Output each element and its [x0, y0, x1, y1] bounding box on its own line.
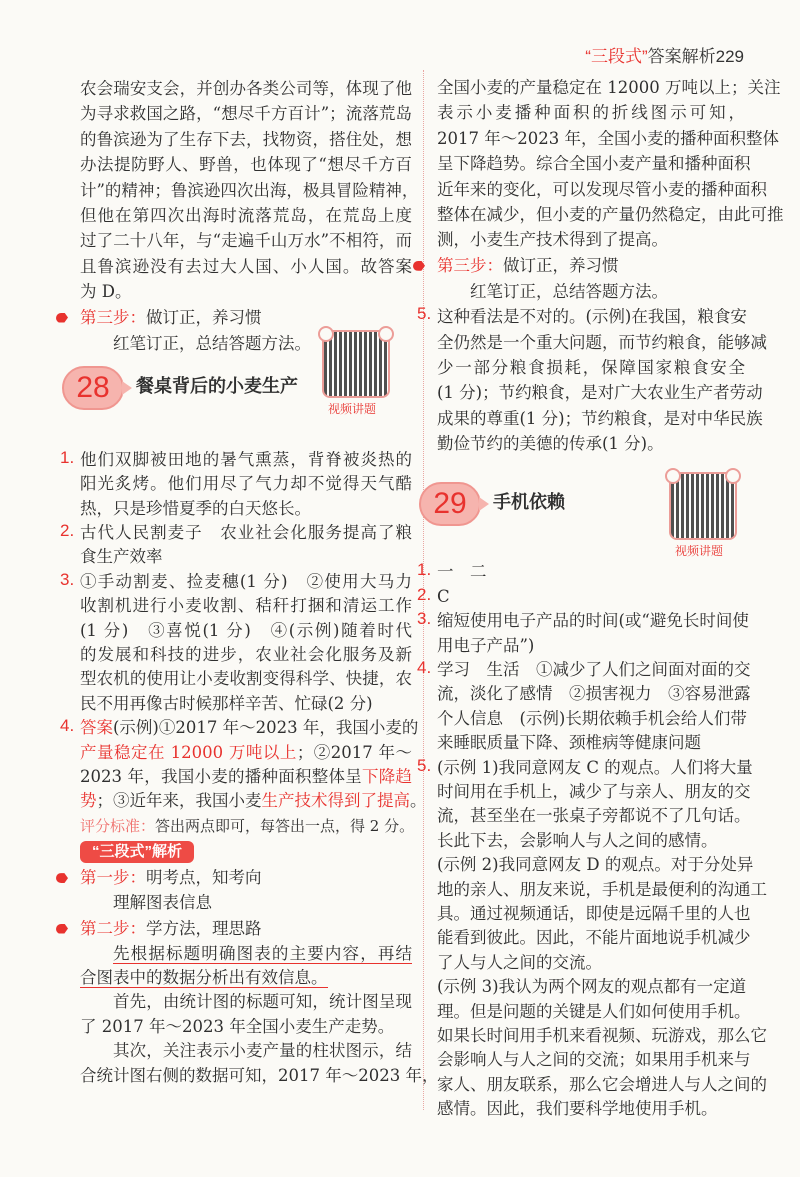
text-segment: 合图表中的数据分析出有效信息。	[80, 967, 328, 987]
text-segment: 2023 年，我国小麦的播种面积整体呈	[80, 766, 362, 786]
text-line: 地的亲人、朋友来说，手机是最便利的沟通工	[437, 879, 767, 899]
text-line: 缩短使用电子产品的时间(或“避免长时间使	[437, 611, 749, 631]
text-segment: 古代人民割麦子 农业社会化服务提高了粮	[80, 523, 412, 543]
text-line: 时间用在手机上，减少了与亲人、朋友的交	[437, 781, 751, 801]
text-line: 全仍然是一个重大问题，而节约粮食，能够减	[437, 332, 767, 352]
answer-item	[417, 560, 745, 584]
text-line: 过了二十八年，与“走遍千山万水”不相符，而	[80, 231, 412, 251]
text-line: 能看到彼此。因此，不能片面地说手机减少	[437, 928, 751, 948]
page-header	[585, 42, 744, 67]
text-line	[80, 545, 412, 569]
text-line	[80, 789, 427, 813]
step-label: 第二步：	[80, 919, 146, 938]
item-number: 1.	[417, 560, 432, 580]
item-number: 4.	[417, 658, 432, 678]
text-segment: (1 分) ③喜悦(1 分) ④(示例)随着时代	[80, 620, 412, 640]
text-line	[80, 667, 412, 691]
item-number: 4.	[60, 716, 75, 736]
answer-item	[60, 521, 412, 570]
text-line	[80, 765, 412, 789]
step-heading	[80, 865, 412, 891]
qr-label: 视频讲题	[328, 401, 377, 416]
text-segment: ①手动割麦、捡麦穗(1 分) ②使用大马力	[80, 571, 412, 591]
text-line: 理解图表信息	[113, 893, 212, 913]
text-line	[80, 521, 412, 545]
step-label: 第三步：	[437, 256, 503, 275]
text-line: 理。但是问题的关键是人们如何使用手机。	[437, 1001, 751, 1021]
step-label: 第三步：	[80, 308, 146, 327]
arrow-bullet-icon	[56, 873, 68, 883]
answer-item	[417, 304, 767, 456]
text-line: 长此下去，会影响人与人之间的感情。	[437, 830, 718, 850]
item-number: 3.	[417, 609, 432, 629]
step-title: 学方法，理思路	[146, 919, 262, 938]
item-number: 2.	[417, 584, 432, 604]
text-line: 成果的尊重(1 分)；节约粮食，是对中华民族	[437, 408, 763, 428]
section-title: 手机依赖	[493, 492, 565, 514]
analysis-pill: “三段式”解析	[80, 841, 194, 863]
text-segment: ；②2017 年～	[296, 742, 412, 762]
text-line	[80, 966, 412, 990]
item-number: 1.	[60, 447, 75, 467]
text-line: 一 二	[437, 562, 487, 582]
text-line: 为寻求救国之路，“想尽千方百计”；流落荒岛	[80, 104, 412, 124]
text-line: 感情。因此，我们要科学地使用手机。	[437, 1099, 718, 1119]
text-line: 个人信息 (示例)长期依赖手机会给人们带	[437, 708, 747, 728]
text-segment: 他们双脚被田地的暑气熏蒸，背脊被炎热的	[80, 449, 412, 469]
text-line: C	[437, 586, 450, 606]
text-line: 这种看法是不对的。(示例)在我国，粮食安	[437, 307, 747, 327]
text-line: 具。通过视频通话，即使是远隔千里的人也	[437, 903, 751, 923]
text-segment: 型农机的使用让小麦收割变得科学、快捷，农	[80, 669, 412, 689]
step-label: 第一步：	[80, 869, 146, 888]
item-number: 2.	[60, 521, 75, 541]
highlighted-answer: 产量稳定在 12000 万吨以上	[80, 742, 297, 762]
right-column	[417, 75, 784, 1121]
text-line	[80, 814, 415, 838]
section-number-badge	[419, 482, 481, 526]
arrow-bullet-icon	[56, 924, 68, 934]
section-header	[76, 356, 412, 448]
text-segment: 食生产效率	[80, 547, 163, 567]
text-line: 如果长时间用手机来看视频、玩游戏，那么它	[437, 1025, 767, 1045]
text-line	[80, 741, 412, 765]
text-line: 办法提防野人、野兽，也体现了“想尽千方百	[80, 155, 412, 175]
text-line: 计”的精神；鲁滨逊四次出海，极具冒险精神，	[80, 180, 419, 200]
text-line: (示例 1)我同意网友 C 的观点。人们将大量	[437, 757, 753, 777]
step-title: 做订正，养习惯	[503, 256, 619, 275]
text-line: 整体在减少，但小麦的产量仍然稳定，由此可推	[437, 204, 784, 224]
text-line: 2017 年～2023 年，全国小麦的播种面积整体	[437, 128, 779, 148]
section-number: 28	[76, 370, 110, 404]
text-line	[80, 448, 412, 472]
answer-item	[417, 609, 749, 658]
text-line: 全国小麦的产量稳定在 12000 万吨以上；关注	[437, 78, 781, 97]
qr-code-icon[interactable]	[669, 472, 737, 540]
text-line	[80, 692, 412, 716]
step-title: 明考点，知考向	[146, 869, 262, 888]
text-line: 表示小麦播种面积的折线图示可知，	[437, 103, 745, 123]
text-line: 但他在第四次出海时流落荒岛，在荒岛上度	[80, 205, 412, 225]
left-column	[60, 76, 439, 1088]
answer-list	[60, 447, 439, 1088]
text-line: 红笔订正，总结答题方法。	[470, 281, 668, 301]
text-line: (示例 3)我认为两个网友的观点都有一定道	[437, 977, 747, 997]
text-segment: 收割机进行小麦收割、秸秆打捆和清运工作	[80, 596, 412, 616]
text-segment: 的发展和科技的进步，农业社会化服务及新	[80, 645, 412, 665]
text-segment: 其次，关注表示小麦产量的柱状图示，结	[113, 1041, 412, 1061]
text-line: 家人、朋友联系，那么它会增进人与人之间的	[437, 1074, 767, 1094]
text-line	[80, 990, 412, 1014]
text-line: 红笔订正，总结答题方法。	[113, 333, 311, 353]
text-line: 呈下降趋势。综合全国小麦产量和播种面积	[437, 154, 751, 174]
text-segment: 先根据标题明确图表的主要内容，再结	[113, 943, 412, 963]
text-line: 流，淡化了感情 ②损害视力 ③容易泄露	[437, 684, 751, 704]
text-line: 少一部分粮食损耗，保障国家粮食安全	[437, 357, 745, 377]
highlighted-answer: 下降趋	[362, 766, 412, 786]
answer-item	[60, 447, 412, 521]
text-segment: 合统计图右侧的数据可知，2017 年～2023 年，	[80, 1065, 439, 1085]
answer-item	[417, 584, 745, 609]
section-number: 29	[433, 487, 467, 521]
arrow-bullet-icon	[56, 313, 68, 323]
text-segment: 。	[410, 791, 427, 811]
text-line: 会影响人与人之间的交流；如果用手机来与	[437, 1050, 751, 1070]
answer-item	[417, 755, 767, 1122]
text-line: 近年来的变化，可以发现尽管小麦的播种面积	[437, 179, 767, 199]
step-heading	[80, 305, 412, 331]
text-line: 流，甚至坐在一张桌子旁都说不了几句话。	[437, 806, 751, 826]
text-line: (示例 2)我同意网友 D 的观点。对于分处异	[437, 855, 754, 875]
page-number: 229	[715, 47, 744, 66]
step-heading	[80, 916, 412, 942]
item-number: 5.	[417, 304, 432, 324]
highlighted-answer: 答案	[80, 718, 113, 738]
header-title: 答案解析	[647, 47, 716, 66]
text-line: 且鲁滨逊没有去过大人国、小人国。故答案	[80, 256, 412, 276]
text-segment: ；③近年来，我国小麦	[96, 791, 262, 811]
text-segment: 民不用再像古时候那样辛苦、忙碌(2 分)	[80, 693, 373, 713]
item-number: 5.	[417, 755, 432, 775]
text-segment: 答出两点即可，每答出一点，得 2 分。	[155, 816, 415, 835]
text-line: 为 D。	[80, 282, 132, 302]
text-line: (1 分)；节约粮食，是对广大农业生产者劳动	[437, 383, 763, 403]
text-line	[80, 570, 412, 594]
text-line	[80, 716, 419, 740]
text-line	[80, 643, 412, 667]
text-line	[80, 594, 412, 618]
section-number-badge	[62, 366, 124, 410]
answer-item	[417, 658, 751, 756]
text-segment: 了 2017 年～2023 年全国小麦生产走势。	[80, 1016, 395, 1036]
text-line	[80, 619, 412, 643]
text-segment: 首先，由统计图的标题可知，统计图呈现	[113, 992, 412, 1012]
text-line	[80, 1064, 439, 1088]
text-line: 来睡眠质量下降、颈椎病等健康问题	[437, 733, 701, 753]
highlighted-answer: 生产技术得到了提高	[261, 791, 410, 811]
text-line	[80, 1039, 412, 1063]
header-title-red: “三段式”	[585, 47, 648, 66]
text-line: 学习 生活 ①减少了人们之间面对面的交	[437, 660, 751, 680]
text-line: 测，小麦生产技术得到了提高。	[437, 230, 668, 250]
section-title: 餐桌背后的小麦生产	[136, 375, 298, 397]
text-segment: (示例)①2017 年～2023 年，我国小麦的	[113, 718, 419, 738]
text-segment: 阳光炙烤。他们用尽了气力却不觉得天气酷	[80, 474, 412, 494]
text-line	[80, 472, 412, 496]
text-line	[80, 497, 412, 521]
qr-code-icon[interactable]	[322, 330, 390, 398]
item-number: 3.	[60, 569, 75, 589]
section-header	[433, 456, 745, 560]
text-segment: 热，只是珍惜夏季的白天悠长。	[80, 498, 311, 518]
answer-item	[60, 569, 412, 716]
text-line	[80, 1015, 412, 1039]
answer-item	[60, 716, 427, 838]
text-line: 的鲁滨逊为了生存下去，找物资，搭住处，想	[80, 129, 412, 149]
text-line: 用电子产品”)	[437, 635, 535, 655]
step-title: 做订正，养习惯	[146, 308, 262, 327]
text-line: 农会瑞安支会，并创办各类公司等，体现了他	[80, 79, 412, 98]
step-heading	[437, 253, 745, 279]
text-segment: 评分标准：	[80, 816, 156, 835]
qr-label: 视频讲题	[675, 544, 724, 559]
answer-list	[417, 560, 767, 1121]
text-line	[80, 942, 412, 966]
text-line: 了人与人之间的交流。	[437, 952, 602, 972]
text-line: 勤俭节约的美德的传承(1 分)。	[437, 434, 664, 454]
highlighted-answer: 势	[80, 791, 97, 811]
